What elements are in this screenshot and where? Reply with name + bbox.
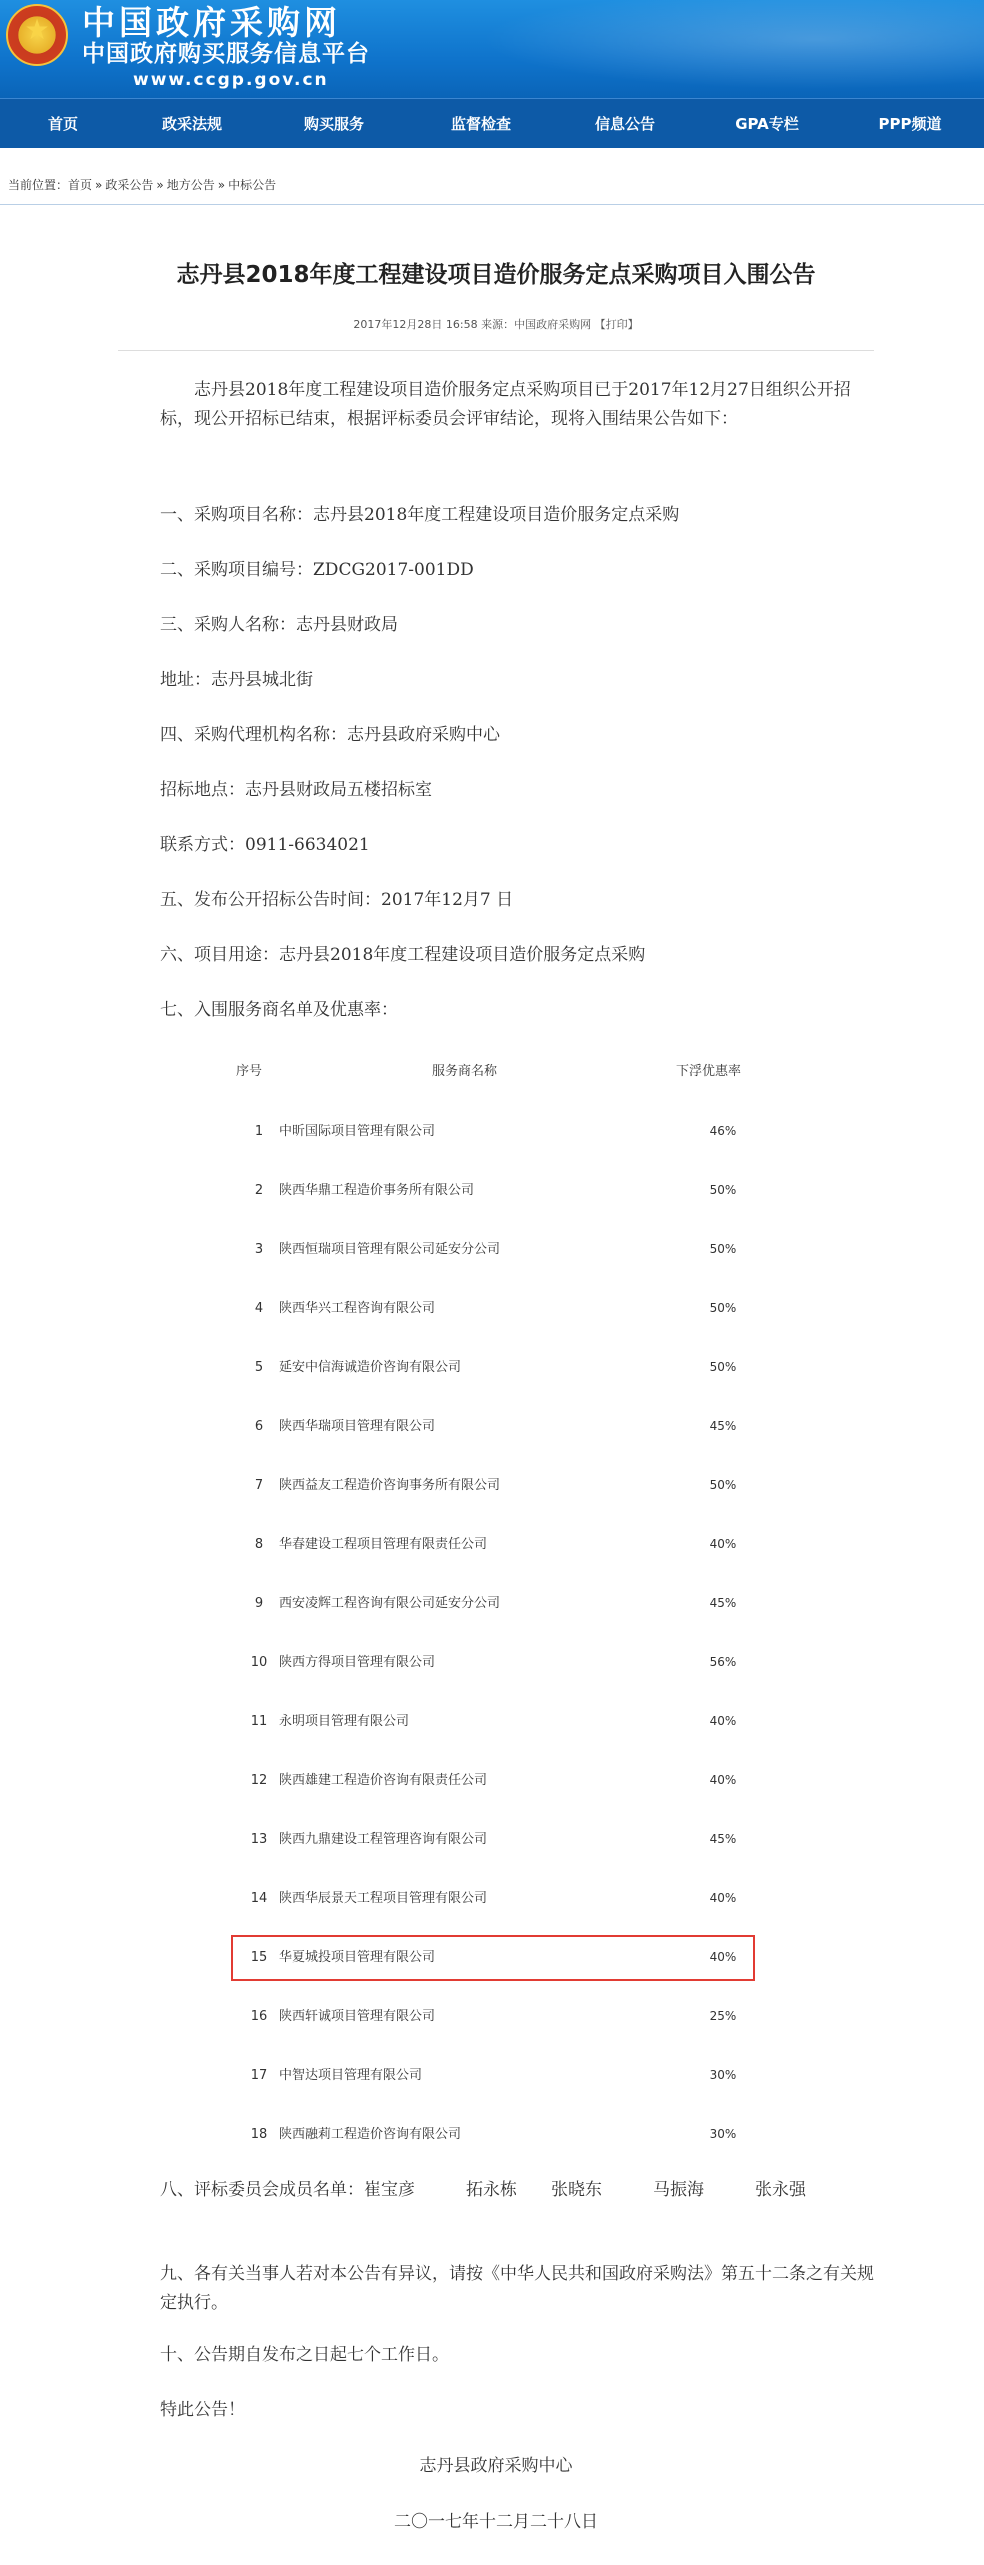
breadcrumb-award[interactable]: 中标公告 [228, 178, 277, 192]
row-no: 12 [250, 1773, 268, 1788]
nav-item-ppp[interactable]: PPP频道 [878, 115, 942, 133]
row-name: 陕西华辰景天工程项目管理有限公司 [279, 1891, 488, 1906]
row-name: 陕西华瑞项目管理有限公司 [279, 1419, 436, 1434]
row-rate: 40% [709, 1537, 737, 1551]
row-rate: 40% [709, 1950, 737, 1964]
item-objection: 九、各有关当事人若对本公告有异议，请按《中华人民共和国政府采购法》第五十二条之有关规定执行。 [160, 2264, 874, 2313]
row-rate: 50% [709, 1360, 737, 1374]
item-project-number: 二、采购项目编号：ZDCG2017-001DD [160, 560, 474, 580]
nav-item-supervision[interactable]: 监督检查 [450, 115, 511, 133]
breadcrumb-separator: » [217, 178, 226, 192]
item-contact: 联系方式：0911-6634021 [160, 835, 370, 855]
row-name: 陕西华兴工程咨询有限公司 [279, 1301, 436, 1316]
table-row [118, 1633, 874, 1692]
row-name: 陕西融莉工程造价咨询有限公司 [279, 2127, 462, 2142]
item-address: 地址：志丹县城北街 [160, 670, 313, 690]
table-row [118, 1279, 874, 1338]
nav-item-home[interactable]: 首页 [47, 115, 78, 133]
row-rate: 30% [709, 2127, 737, 2141]
signature: 志丹县政府采购中心 [419, 2456, 573, 2476]
row-rate: 50% [709, 1242, 737, 1256]
row-name: 华夏城投项目管理有限公司 [279, 1950, 436, 1965]
table-row [118, 1692, 874, 1751]
item-agency: 四、采购代理机构名称：志丹县政府采购中心 [160, 725, 500, 745]
row-no: 3 [254, 1242, 264, 1257]
row-rate: 46% [709, 1124, 737, 1138]
row-name: 陕西恒瑞项目管理有限公司延安分公司 [279, 1242, 501, 1257]
row-no: 1 [254, 1124, 264, 1139]
row-name: 西安凌辉工程咨询有限公司延安分公司 [279, 1596, 501, 1611]
nav-item-gpa[interactable]: GPA专栏 [735, 115, 799, 133]
row-name: 永明项目管理有限公司 [279, 1714, 410, 1729]
table-row [118, 2105, 874, 2164]
table-row [118, 1869, 874, 1928]
intro-paragraph: 志丹县2018年度工程建设项目造价服务定点采购项目已于2017年12月27日组织公开招标，现公开招标已结束，根据评标委员会评审结论，现将入围结果公告如下： [160, 380, 851, 429]
row-rate: 45% [709, 1596, 737, 1610]
table-row [118, 1456, 874, 1515]
breadcrumb-home[interactable]: 首页 [68, 178, 93, 192]
row-name: 陕西九鼎建设工程管理咨询有限公司 [279, 1832, 488, 1847]
article-meta: 2017年12月28日 16:58 来源：中国政府采购网 【打印】 [353, 318, 639, 331]
row-name: 中智达项目管理有限公司 [279, 2068, 423, 2083]
row-name: 陕西华鼎工程造价事务所有限公司 [279, 1183, 475, 1198]
table-row [118, 2046, 874, 2105]
row-rate: 40% [709, 1773, 737, 1787]
table-row [118, 1810, 874, 1869]
national-emblem-icon[interactable]: ★ [6, 4, 68, 66]
item-period: 十、公告期自发布之日起七个工作日。 [160, 2345, 449, 2365]
row-name: 陕西方得项目管理有限公司 [279, 1655, 436, 1670]
table-row [118, 1397, 874, 1456]
breadcrumb-separator: » [95, 178, 103, 192]
breadcrumb-local[interactable]: 地方公告 [166, 178, 215, 192]
closing-text: 特此公告！ [160, 2400, 245, 2420]
row-name: 陕西益友工程造价咨询事务所有限公司 [279, 1478, 501, 1493]
row-no: 2 [254, 1183, 264, 1198]
table-row [118, 1161, 874, 1220]
breadcrumb-procurement[interactable]: 政采公告 [105, 178, 154, 192]
row-no: 15 [250, 1950, 268, 1965]
nav-item-services[interactable]: 购买服务 [303, 115, 364, 133]
row-name: 陕西雄建工程造价咨询有限责任公司 [279, 1773, 488, 1788]
header-decoration [424, 0, 984, 98]
row-rate: 45% [709, 1419, 737, 1433]
row-name: 延安中信海诚造价咨询有限公司 [279, 1360, 462, 1375]
row-no: 5 [254, 1360, 264, 1375]
row-rate: 40% [709, 1891, 737, 1905]
table-header-name: 服务商名称 [432, 1064, 498, 1079]
row-no: 18 [250, 2127, 268, 2142]
row-name: 陕西轩诚项目管理有限公司 [279, 2009, 436, 2024]
table-row [118, 1987, 874, 2046]
row-rate: 50% [709, 1301, 737, 1315]
row-rate: 50% [709, 1478, 737, 1492]
row-no: 9 [254, 1596, 264, 1611]
row-no: 13 [250, 1832, 268, 1847]
item-purpose: 六、项目用途：志丹县2018年度工程建设项目造价服务定点采购 [160, 945, 646, 965]
row-no: 17 [250, 2068, 268, 2083]
row-name: 华春建设工程项目管理有限责任公司 [279, 1537, 488, 1552]
site-subtitle: 中国政府购买服务信息平台 [82, 41, 370, 67]
table-header-rate: 下浮优惠率 [676, 1064, 742, 1079]
table-row [118, 1220, 874, 1279]
breadcrumb-label: 当前位置： [8, 178, 69, 192]
main-nav [0, 98, 984, 148]
table-row [118, 1751, 874, 1810]
row-rate: 30% [709, 2068, 737, 2082]
breadcrumb-separator: » [156, 178, 164, 192]
table-row [118, 1338, 874, 1397]
row-rate: 45% [709, 1832, 737, 1846]
row-no: 11 [250, 1714, 268, 1729]
row-no: 6 [254, 1419, 264, 1434]
row-rate: 50% [709, 1183, 737, 1197]
table-row [118, 1574, 874, 1633]
nav-item-regulations[interactable]: 政采法规 [161, 115, 222, 133]
item-list-heading: 七、入围服务商名单及优惠率： [160, 1000, 398, 1020]
row-rate: 25% [709, 2009, 737, 2023]
row-no: 16 [250, 2009, 268, 2024]
title-divider [118, 350, 874, 351]
publish-date: 二〇一七年十二月二十八日 [394, 2512, 598, 2532]
row-no: 4 [254, 1301, 264, 1316]
table-row [118, 1102, 874, 1161]
highlight-box [231, 1935, 755, 1981]
page-title: 志丹县2018年度工程建设项目造价服务定点采购项目入围公告 [176, 262, 816, 288]
item-committee: 八、评标委员会成员名单：崔宝彦 拓永栋 张晓东 马振海 张永强 [160, 2180, 806, 2200]
site-url: www.ccgp.gov.cn [133, 70, 329, 90]
table-row [118, 1515, 874, 1574]
row-name: 中昕国际项目管理有限公司 [279, 1124, 436, 1139]
row-rate: 40% [709, 1714, 737, 1728]
breadcrumb [8, 176, 276, 194]
row-no: 10 [250, 1655, 268, 1670]
breadcrumb-divider [0, 204, 984, 205]
row-no: 8 [254, 1537, 264, 1552]
row-no: 7 [254, 1478, 264, 1493]
item-project-name: 一、采购项目名称：志丹县2018年度工程建设项目造价服务定点采购 [160, 505, 680, 525]
item-bid-location: 招标地点：志丹县财政局五楼招标室 [160, 780, 432, 800]
row-no: 14 [250, 1891, 268, 1906]
nav-item-announcements[interactable]: 信息公告 [594, 115, 655, 133]
site-title[interactable]: 中国政府采购网 [82, 3, 341, 42]
item-publish-date: 五、发布公开招标公告时间：2017年12月7 日 [160, 890, 514, 910]
item-purchaser: 三、采购人名称：志丹县财政局 [160, 615, 398, 635]
table-header-no: 序号 [236, 1064, 263, 1079]
row-rate: 56% [709, 1655, 737, 1669]
site-header [0, 0, 984, 98]
